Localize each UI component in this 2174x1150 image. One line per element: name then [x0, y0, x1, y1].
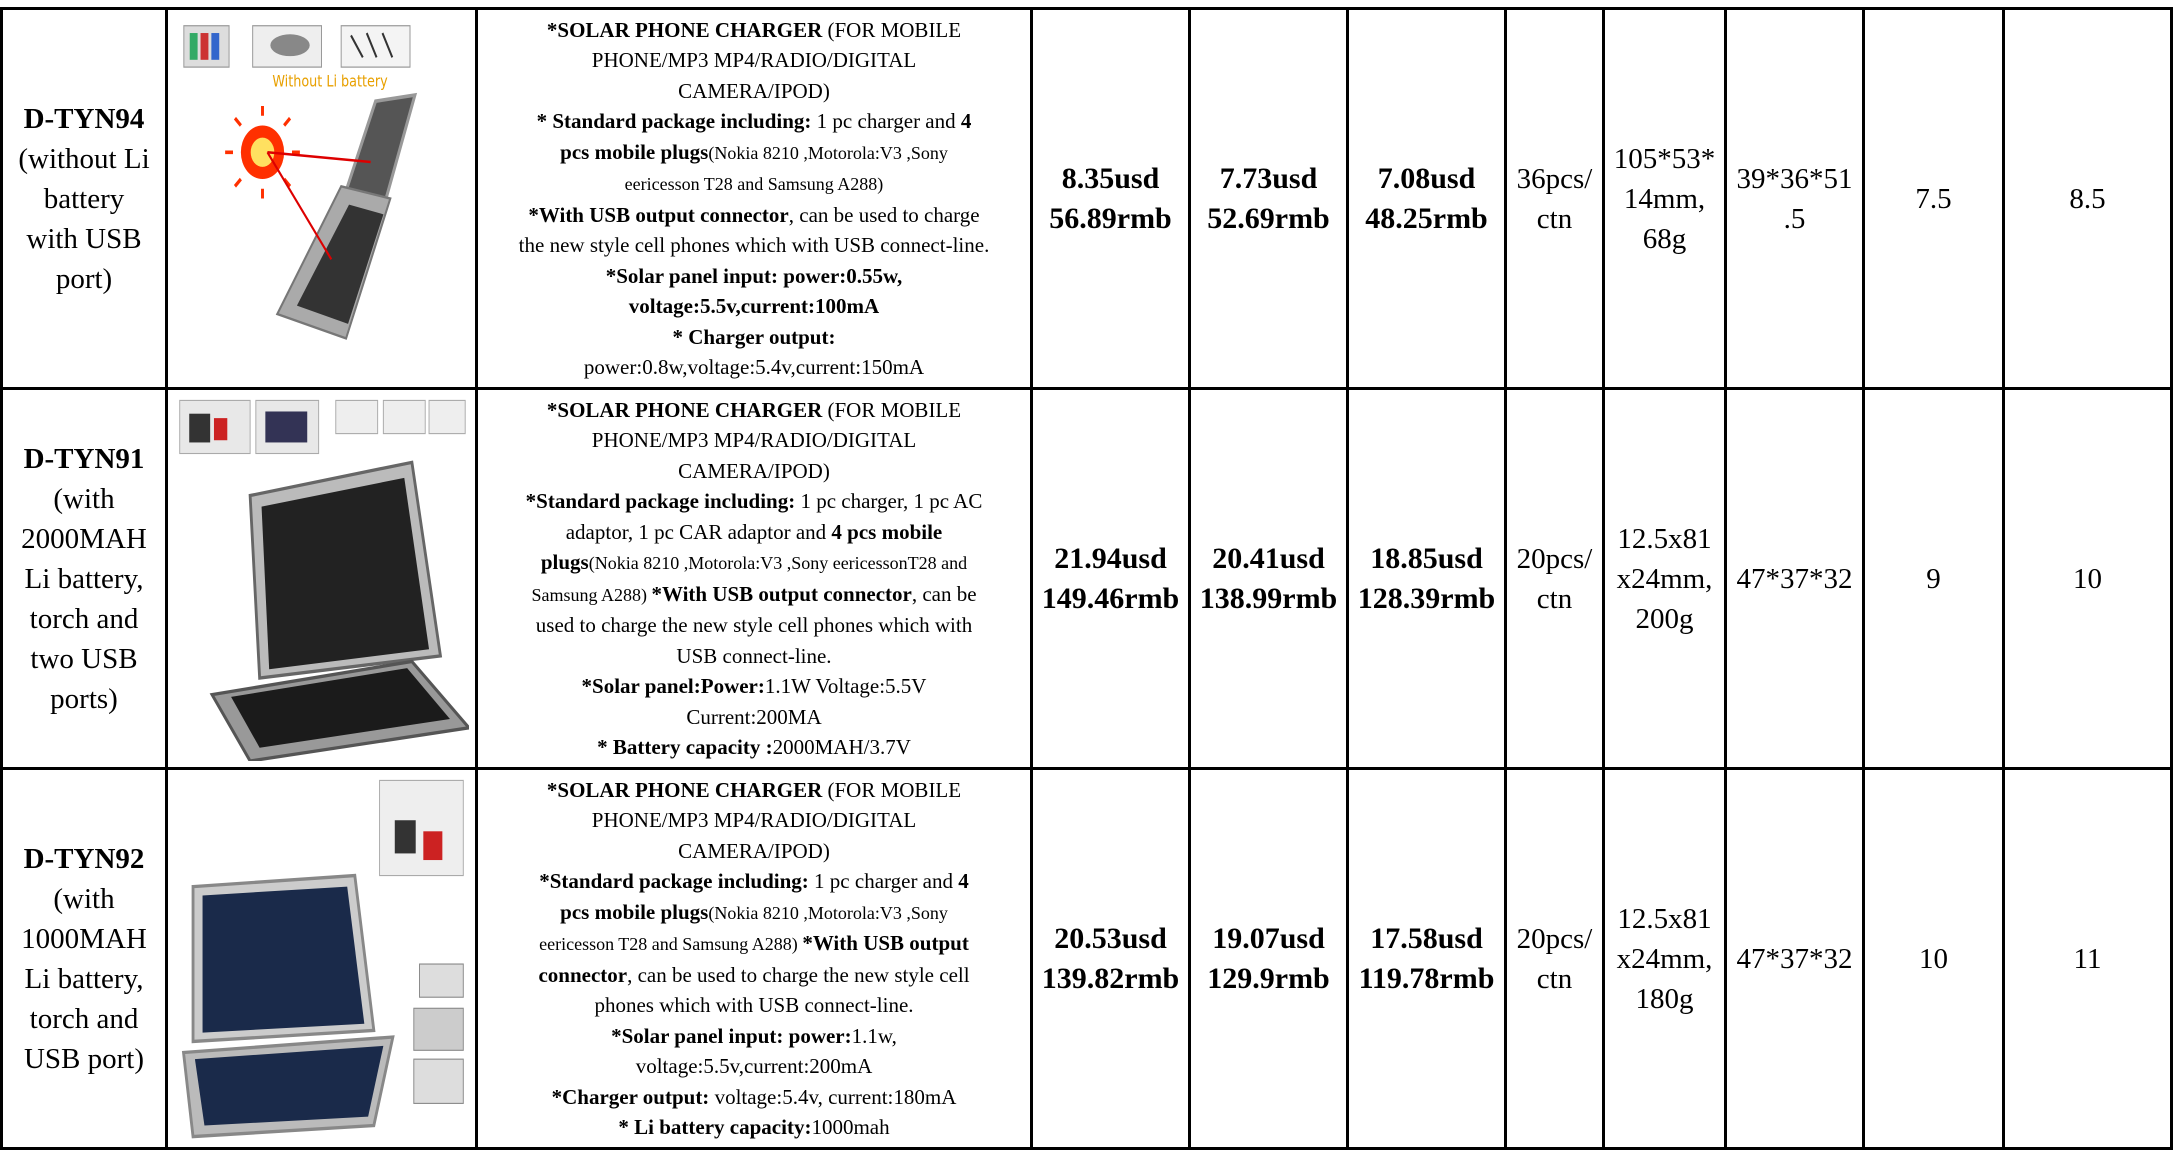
description-text: power:0.8w,voltage:5.4v,current:150mA	[583, 355, 925, 379]
model-note-line: ports)	[50, 682, 118, 715]
description-text: , can be used to charge the new style cell	[627, 962, 970, 987]
carton-size-line: .5	[1783, 202, 1806, 235]
price-rmb: 48.25rmb	[1365, 201, 1488, 235]
price-tier-1-cell	[1032, 769, 1190, 1149]
net-weight: 7.5	[1915, 182, 1952, 215]
price-rmb: 149.46rmb	[1041, 581, 1180, 615]
price-rmb: 129.9rmb	[1207, 961, 1330, 995]
description-line	[478, 1021, 1030, 1052]
description-text: phones which with USB connect-line.	[594, 993, 914, 1017]
packing-cell	[1506, 769, 1604, 1149]
model-note-line: (without Li	[18, 142, 150, 175]
price-rmb: 52.69rmb	[1207, 201, 1330, 235]
gross-weight-cell	[2004, 389, 2172, 769]
description-bold: *Solar panel input: power:0.55w,	[605, 263, 903, 288]
description-text: , can be used to charge	[788, 202, 980, 227]
description-bold: * Charger output:	[672, 324, 836, 349]
description-text: CAMERA/IPOD)	[678, 458, 830, 483]
description-line	[478, 456, 1030, 487]
description-bold: 4 pcs mobile	[831, 519, 943, 544]
description-text: CAMERA/IPOD)	[678, 838, 830, 863]
description-text: 1 pc charger and	[811, 109, 961, 133]
model-note-line: Li battery,	[24, 562, 144, 595]
carton-size-line: 47*37*32	[1736, 562, 1853, 595]
description-line	[478, 1051, 1030, 1082]
price-tier-3-cell	[1348, 389, 1506, 769]
gross-weight: 10	[2073, 562, 2102, 595]
description-text: voltage:5.4v, current:180mA	[709, 1084, 957, 1109]
size-weight-cell	[1604, 769, 1726, 1149]
description-line	[478, 775, 1030, 806]
description-line	[478, 517, 1030, 548]
description-bold: *With USB output	[802, 931, 969, 955]
description-bold: * Battery capacity :	[597, 735, 773, 759]
description-line	[478, 928, 1030, 960]
description-bold: * Standard package including:	[536, 109, 812, 133]
table-row	[2, 769, 2172, 1149]
description-line	[478, 395, 1030, 426]
carton-size-line: 39*36*51	[1736, 162, 1853, 195]
description-text: eericesson T28 and Samsung A288)	[539, 934, 803, 954]
model-cell	[2, 769, 167, 1149]
model-code: D-TYN92	[23, 842, 145, 875]
description-line	[478, 1112, 1030, 1143]
description-text: (FOR MOBILE	[822, 397, 962, 422]
gross-weight: 11	[2073, 942, 2102, 975]
description-bold: plugs	[540, 550, 589, 574]
description-bold: voltage:5.5v,current:100mA	[628, 294, 880, 318]
net-weight: 9	[1926, 562, 1941, 595]
table-row	[2, 389, 2172, 769]
model-note-line: USB port)	[23, 1042, 145, 1075]
description-line	[478, 579, 1030, 611]
description-text: Current:200MA	[686, 704, 822, 729]
description-line	[478, 76, 1030, 107]
description-cell	[477, 389, 1032, 769]
description-line	[478, 168, 1030, 200]
description-bold: *With USB output connector	[651, 581, 912, 606]
net-weight-cell	[1864, 769, 2004, 1149]
price-usd: 8.35usd	[1061, 161, 1160, 195]
gross-weight: 8.5	[2069, 182, 2106, 215]
description-bold: *Solar panel input: power:	[611, 1023, 852, 1048]
model-code: D-TYN91	[23, 442, 145, 475]
description-text: 1000mah	[811, 1115, 890, 1139]
model-note-line: (with	[53, 482, 115, 515]
packing-line: ctn	[1536, 582, 1573, 615]
description-text: Samsung A288)	[531, 584, 652, 605]
model-note-line: torch and	[29, 1002, 139, 1035]
packing-line: 20pcs/	[1516, 922, 1593, 955]
description-line	[478, 106, 1030, 137]
description-text: PHONE/MP3 MP4/RADIO/DIGITAL	[591, 428, 917, 452]
packing-line: ctn	[1536, 202, 1573, 235]
product-photo-image	[174, 776, 469, 1141]
description-line	[478, 836, 1030, 867]
table-row	[2, 9, 2172, 389]
product-photo	[174, 396, 469, 761]
size-weight-line: x24mm,	[1616, 942, 1713, 975]
description-text: 2000MAH/3.7V	[772, 735, 911, 759]
size-weight-line: 12.5x81	[1617, 902, 1712, 935]
description-bold: *Standard package including:	[525, 489, 796, 513]
model-code: D-TYN94	[23, 102, 145, 135]
product-photo-cell	[167, 769, 477, 1149]
description-bold: *SOLAR PHONE CHARGER	[546, 397, 823, 422]
size-weight-line: 105*53*	[1613, 142, 1716, 175]
description-line	[478, 291, 1030, 322]
model-note-line: 1000MAH	[21, 922, 147, 955]
description-text: 1.1W Voltage:5.5V	[764, 674, 927, 698]
description-line	[478, 1082, 1030, 1113]
description-text: USB connect-line.	[676, 643, 832, 668]
model-note-line: (with	[53, 882, 115, 915]
model-cell	[2, 9, 167, 389]
price-usd: 20.53usd	[1054, 921, 1167, 955]
description-line	[478, 547, 1030, 579]
model-note-line: battery	[43, 182, 125, 215]
description-bold: 4	[958, 869, 969, 893]
model-note-line: two USB	[30, 642, 138, 675]
description-text: (Nokia 8210 ,Motorola:V3 ,Sony	[708, 902, 948, 923]
description-text: 1 pc charger, 1 pc AC	[795, 489, 983, 513]
description-text: voltage:5.5v,current:200mA	[635, 1054, 873, 1078]
size-weight-cell	[1604, 389, 1726, 769]
price-usd: 7.08usd	[1377, 161, 1476, 195]
packing-line: ctn	[1536, 962, 1573, 995]
description-line	[478, 486, 1030, 517]
description-bold: * Li battery capacity:	[618, 1115, 812, 1139]
description-bold: connector	[538, 962, 628, 987]
price-rmb: 139.82rmb	[1041, 961, 1180, 995]
description-cell	[477, 769, 1032, 1149]
price-tier-2-cell	[1190, 769, 1348, 1149]
gross-weight-cell	[2004, 9, 2172, 389]
description-line	[478, 960, 1030, 991]
model-note	[3, 139, 165, 299]
packing-line: 36pcs/	[1516, 162, 1593, 195]
product-photo	[174, 16, 469, 381]
description-text: PHONE/MP3 MP4/RADIO/DIGITAL	[591, 48, 917, 72]
product-photo-cell	[167, 389, 477, 769]
description-bold: *With USB output connector	[528, 202, 789, 227]
price-usd: 17.58usd	[1370, 921, 1483, 955]
description-text: adaptor, 1 pc CAR adaptor and	[565, 519, 832, 544]
size-weight-line: x24mm,	[1616, 562, 1713, 595]
description-line	[478, 45, 1030, 76]
description-text: PHONE/MP3 MP4/RADIO/DIGITAL	[591, 808, 917, 832]
price-usd: 19.07usd	[1212, 921, 1325, 955]
description-line	[478, 610, 1030, 641]
model-note-line: with USB	[26, 222, 142, 255]
description-line	[478, 261, 1030, 292]
price-rmb: 119.78rmb	[1358, 961, 1495, 995]
price-tier-2-cell	[1190, 389, 1348, 769]
description-text: 1.1w,	[851, 1023, 897, 1048]
model-note	[3, 879, 165, 1079]
price-usd: 18.85usd	[1370, 541, 1483, 575]
description-bold: *SOLAR PHONE CHARGER	[546, 17, 823, 42]
description-line	[478, 200, 1030, 231]
net-weight-cell	[1864, 9, 2004, 389]
description-bold: 4	[960, 109, 972, 133]
packing-cell	[1506, 389, 1604, 769]
price-rmb: 56.89rmb	[1049, 201, 1172, 235]
description-text: used to charge the new style cell phones which with	[535, 613, 973, 637]
description-line	[478, 732, 1030, 763]
product-price-table	[0, 7, 2173, 1150]
model-cell	[2, 389, 167, 769]
model-note-line: port)	[55, 262, 113, 295]
description-bold: *Charger output:	[551, 1084, 710, 1109]
description-text: (Nokia 8210 ,Motorola:V3 ,Sony	[708, 142, 948, 163]
description-line	[478, 702, 1030, 733]
product-photo-image	[174, 16, 469, 381]
description-bold: pcs mobile plugs	[560, 899, 709, 924]
product-photo-cell	[167, 9, 477, 389]
description-line	[478, 425, 1030, 456]
packing-cell	[1506, 9, 1604, 389]
description-line	[478, 805, 1030, 836]
price-rmb: 138.99rmb	[1199, 581, 1338, 615]
description-line	[478, 897, 1030, 929]
description-line	[478, 641, 1030, 672]
description-text: (FOR MOBILE	[822, 777, 962, 802]
carton-size-cell	[1726, 9, 1864, 389]
price-usd: 20.41usd	[1212, 541, 1325, 575]
model-note-line: Li battery,	[24, 962, 144, 995]
description-text: eericesson T28 and Samsung A288)	[624, 174, 884, 194]
description-text: the new style cell phones which with USB connect-line.	[518, 233, 990, 257]
description-line	[478, 671, 1030, 702]
carton-size-cell	[1726, 769, 1864, 1149]
price-tier-1-cell	[1032, 9, 1190, 389]
price-tier-2-cell	[1190, 9, 1348, 389]
product-photo	[174, 776, 469, 1141]
description-line	[478, 352, 1030, 383]
description-bold: *Standard package including:	[539, 869, 809, 893]
description-text: 1 pc charger and	[808, 869, 959, 893]
size-weight-line: 200g	[1635, 602, 1694, 635]
size-weight-line: 12.5x81	[1617, 522, 1712, 555]
price-tier-3-cell	[1348, 769, 1506, 1149]
size-weight-line: 68g	[1642, 222, 1687, 255]
description-text: (FOR MOBILE	[822, 17, 962, 42]
description-line	[478, 990, 1030, 1021]
description-line	[478, 137, 1030, 169]
packing-line: 20pcs/	[1516, 542, 1593, 575]
size-weight-line: 180g	[1635, 982, 1694, 1015]
description-bold: *Solar panel:Power:	[581, 674, 765, 698]
model-note-line: 2000MAH	[21, 522, 147, 555]
carton-size-cell	[1726, 389, 1864, 769]
price-usd: 21.94usd	[1054, 541, 1167, 575]
price-rmb: 128.39rmb	[1357, 581, 1496, 615]
size-weight-line: 14mm,	[1623, 182, 1706, 215]
model-note-line: torch and	[29, 602, 139, 635]
description-text: (Nokia 8210 ,Motorola:V3 ,Sony eericessonT28 and	[588, 553, 968, 573]
description-text: , can be	[911, 581, 977, 606]
description-line	[478, 322, 1030, 353]
description-text: CAMERA/IPOD)	[678, 78, 830, 103]
price-usd: 7.73usd	[1219, 161, 1318, 195]
description-line	[478, 866, 1030, 897]
description-bold: pcs mobile plugs	[560, 139, 709, 164]
price-tier-3-cell	[1348, 9, 1506, 389]
description-line	[478, 230, 1030, 261]
net-weight: 10	[1919, 942, 1948, 975]
net-weight-cell	[1864, 389, 2004, 769]
price-tier-1-cell	[1032, 389, 1190, 769]
gross-weight-cell	[2004, 769, 2172, 1149]
description-bold: *SOLAR PHONE CHARGER	[546, 777, 823, 802]
carton-size-line: 47*37*32	[1736, 942, 1853, 975]
product-photo-image	[174, 396, 469, 761]
description-line	[478, 15, 1030, 46]
photo-caption: Without Li battery	[272, 73, 388, 91]
model-note	[3, 479, 165, 719]
size-weight-cell	[1604, 9, 1726, 389]
description-cell	[477, 9, 1032, 389]
